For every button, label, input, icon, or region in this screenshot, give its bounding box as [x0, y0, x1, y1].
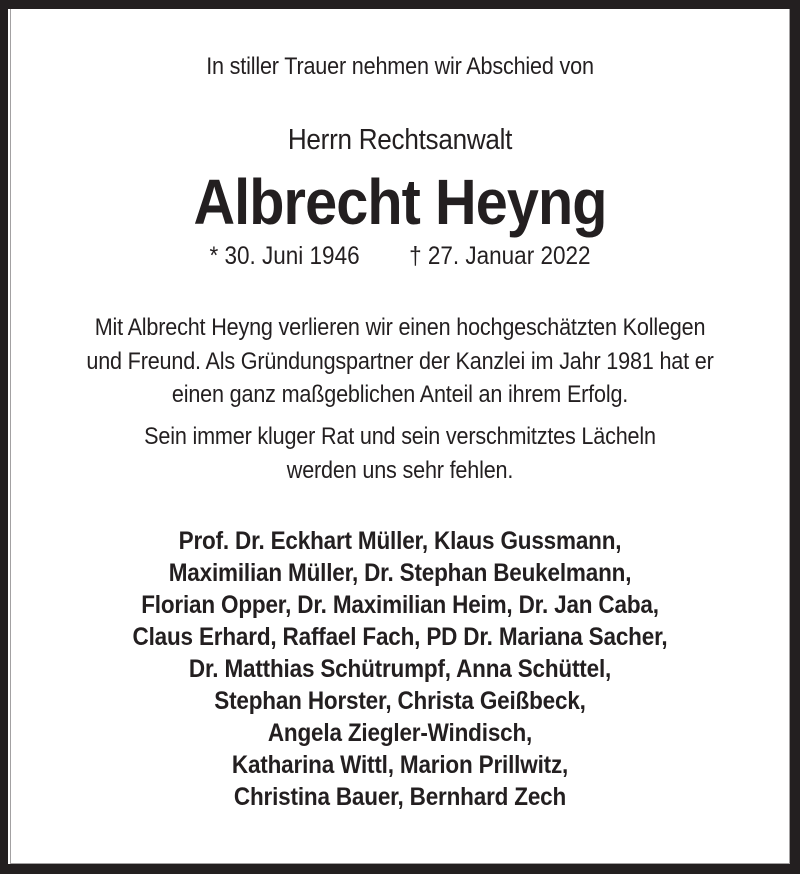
farewell-line: werden uns sehr fehlen. [286, 456, 514, 484]
mourner-line: Dr. Matthias Schütrumpf, Anna Schüttel, [188, 655, 612, 683]
death-date: † 27. Januar 2022 [409, 242, 591, 270]
tribute-line: Mit Albrecht Heyng verlieren wir einen hochgeschätzten Kollegen [94, 314, 706, 341]
birth-date: * 30. Juni 1946 [209, 242, 360, 270]
mourner-line: Florian Opper, Dr. Maximilian Heim, Dr. Jan Caba, [141, 591, 659, 619]
honorific-line: Herrn Rechtsanwalt [287, 124, 513, 156]
mourner-line: Prof. Dr. Eckhart Müller, Klaus Gussmann, [178, 527, 622, 555]
farewell-line: Sein immer kluger Rat und sein verschmitztes Lächeln [144, 423, 656, 450]
life-dates [53, 242, 748, 271]
mourner-line: Claus Erhard, Raffael Fach, PD Dr. Mariana Sacher, [132, 623, 668, 651]
farewell-paragraph [53, 420, 748, 487]
mourner-line: Angela Ziegler-Windisch, [267, 719, 533, 747]
tribute-line: und Freund. Als Gründungspartner der Kanzlei im Jahr 1981 hat er [86, 347, 714, 375]
tribute-paragraph [53, 311, 748, 412]
mourners-list [53, 525, 748, 813]
intro-line: In stiller Trauer nehmen wir Abschied von [206, 53, 594, 80]
deceased-name: Albrecht Heyng [193, 166, 607, 238]
tribute-line: einen ganz maßgeblichen Anteil an ihrem Erfolg. [171, 381, 629, 408]
mourner-line: Christina Bauer, Bernhard Zech [233, 783, 567, 811]
mourner-line: Maximilian Müller, Dr. Stephan Beukelmann, [168, 559, 632, 587]
mourner-line: Stephan Horster, Christa Geißbeck, [214, 687, 586, 715]
mourner-line: Katharina Wittl, Marion Prillwitz, [231, 751, 569, 779]
